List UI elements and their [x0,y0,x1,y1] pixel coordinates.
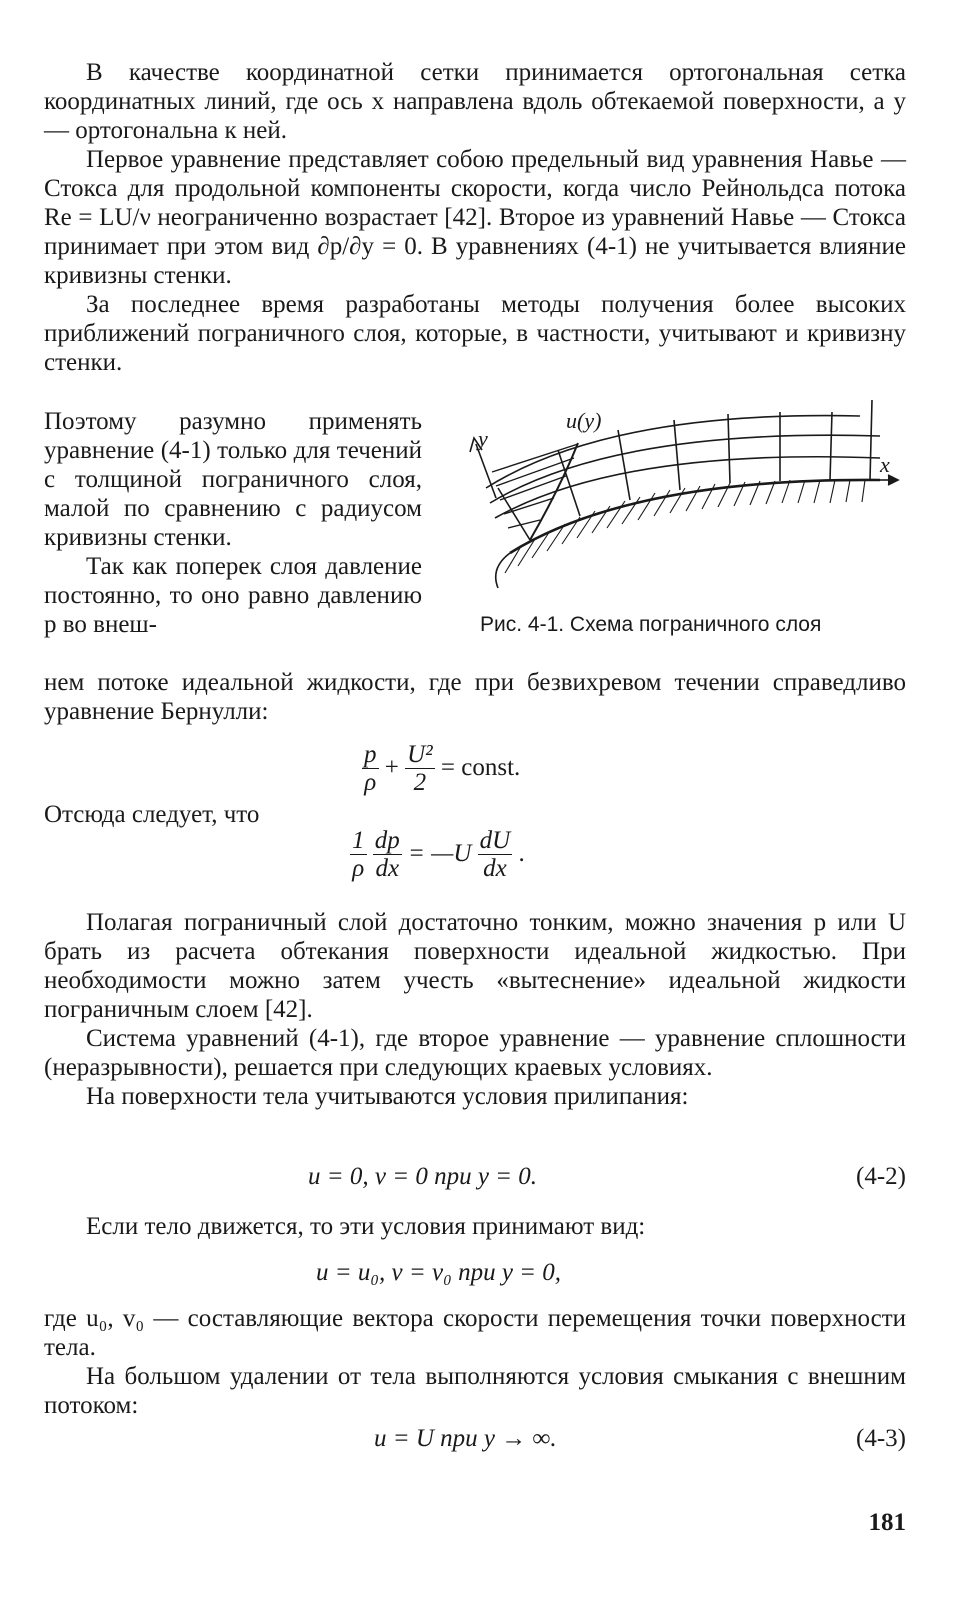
deriv-end: . [518,840,525,868]
paragraph-7: Система уравнений (4-1), где второе уравнение — уравнение сплошности (неразрывности), решается при следующих краевых условиях. [44,1025,906,1081]
bernoulli-p: p [364,741,377,768]
wrapped-text [44,407,422,639]
paragraph-4: Так как поперек слоя давление постоянно, то оно равно давлению p во внеш- [44,553,422,638]
label-y: y [478,426,488,451]
paragraph-11: На большом удалении от тела выполняются условия смыкания с внешним потоком: [44,1363,906,1419]
figure-boundary-layer [450,388,906,598]
label-u-y: u(y) [566,408,602,433]
bernoulli-two: 2 [413,769,427,796]
text-block-4 [44,1304,906,1420]
deriv-mid: = —U [408,840,472,868]
equation-number-4-2: (4-2) [856,1163,906,1190]
paragraph-6: Полагая пограничный слой достаточно тонким, можно значения p или U брать из расчета обтекания поверхности идеальной жидкостью. При необходимости можно затем учесть «вытеснение» идеальной жидкости пограничным слоем [42]. [44,909,906,1023]
paragraph-4-rest-block [44,668,906,726]
paragraph-8: На поверхности тела учитываются условия прилипания: [86,1083,689,1110]
equation-bernoulli: $\frac{p}{\rho}$ + $\frac{\text{U²}}{2}$ = const. [364,741,521,796]
boundary-layer-diagram [450,388,906,598]
deriv-one: 1 [352,827,365,854]
deriv-dp: dp [374,827,400,854]
paragraph-5: Отсюда следует, что [44,801,260,828]
figure-caption: Рис. 4-1. Схема пограничного слоя [480,613,822,636]
equation-derivative [350,828,525,883]
equation-4-3: u = U при y → ∞. [374,1425,557,1452]
paragraph-10: где u₀, v₀ — составляющие вектора скорости перемещения точки поверхности тела. [44,1305,906,1361]
bernoulli-rest: = const. [440,754,521,782]
equation-4-2: u = 0, v = 0 при y = 0. [308,1163,538,1190]
page-number: 181 [868,1509,906,1536]
text-block-3 [44,1212,906,1241]
bernoulli-rho: ρ [364,769,377,796]
label-x: x [880,452,890,477]
deriv-rho: ρ [352,855,365,882]
bernoulli-u2: U² [407,741,433,768]
paragraph-3-continued: Поэтому разумно применять уравнение (4-1) только для течений с толщиной пограничного слоя, малой по сравнению с радиусом кривизны стенки. [44,408,422,551]
paragraph-3: За последнее время разработаны методы получения более высоких приближений пограничного слоя, которые, в частности, учитывают и кривизну стенки. [44,291,906,376]
deriv-du: dU [479,827,511,854]
paragraph-9: Если тело движется, то эти условия принимают вид: [86,1213,646,1240]
equation-moving: u = u₀, v = v₀ при y = 0, [316,1259,562,1286]
deriv-dx: dx [375,855,400,882]
paragraph-2: Первое уравнение представляет собою предельный вид уравнения Навье — Стокса для продольной компоненты скорости, когда число Рейнольдса потока Re = LU/ν неограниченно возрастает [42]. Второе из уравнений Навье — Стокса принимает при этом вид ∂p/∂y = 0. В уравнениях (4-1) не учитывается влияние кривизны стенки. [44,146,906,289]
equation-number-4-3: (4-3) [856,1425,906,1452]
main-text [44,58,906,377]
deriv-dx2: dx [483,855,507,882]
text-block-2 [44,908,906,1111]
paragraph-4-rest: нем потоке идеальной жидкости, где при безвихревом течении справедливо уравнение Бернулли: [44,669,906,725]
paragraph-1: В качестве координатной сетки принимается ортогональная сетка координатных линий, где ось x направлена вдоль обтекаемой поверхности, а y — ортогональна к ней. [44,59,906,144]
